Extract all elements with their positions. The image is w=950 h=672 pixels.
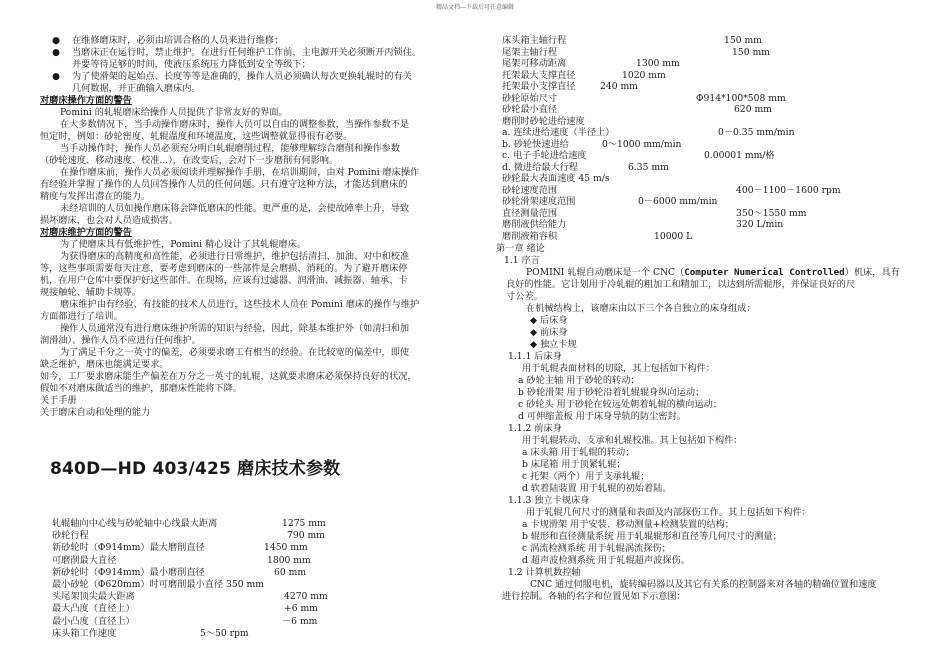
page-header: 精品文档---下载后可任意编辑 (435, 4, 515, 11)
list-item: d 超声波检测系统 用于轧辊超声波探伤。 (522, 555, 690, 566)
paragraph-line: 损坏磨床，也会对人员造成损害。 (40, 215, 178, 226)
bullet-icon: ◆ (530, 339, 540, 350)
paragraph-line: 进行控制。各轴的名字和位置见如下示意图： (502, 591, 686, 602)
paragraph-line: 用于轧辊表面材料的切除，其上包括如下构件： (522, 363, 715, 374)
bullet-icon: ◆ (530, 327, 540, 338)
list-item: 几何数据，并正确输入磨床内。 (72, 83, 201, 94)
spec-row: 尾架主轴行程 150 mm (502, 46, 770, 58)
list-item: c 涡流检测系统 用于轧辊涡流探伤； (522, 543, 671, 554)
list-item: 并要等待足够的时间，使液压系统压力降低到安全等级下； (72, 59, 311, 70)
paragraph-line: 如今，工厂要求磨床能生产偏差在万分之一英寸的轧辊，这就要求磨床必须保持良好的状况， (40, 371, 417, 382)
spec-row: 最小凸度（直径上） －6 mm (52, 615, 318, 627)
spec-row: 砂轮最小直径 620 mm (502, 104, 772, 115)
section-heading: 1.1 序言 (504, 255, 540, 266)
spec-row: 砂轮速度范围 400－1100－1600 rpm (502, 184, 841, 196)
section-heading: 1.1.1 后床身 (508, 351, 562, 362)
list-item: d 软着陆装置 用于轧辊的初始着陆。 (522, 483, 672, 494)
list-item: a 床头箱 用于轧辊的转动； (522, 447, 635, 458)
paragraph-line: 关于手册 (40, 395, 77, 406)
spec-list-right (496, 35, 920, 242)
spec-row: 磨削时砂轮进给速度 (502, 115, 585, 127)
list-item: ● 为了使滑架的起始点、长度等等是准确的，操作人员必须确认每次更换轧辊时的有关 (52, 71, 412, 82)
spec-row: 最大凸度（直径上） +6 mm (52, 603, 318, 615)
list-item: b 床尾箱 用于顶紧轧辊； (522, 459, 626, 470)
paragraph-line: （砂轮速度、移动速度、校准...），在改变后，会对下一步磨削有何影响。 (40, 155, 339, 166)
paragraph-line: 精度与发挥出潜在的能力。 (40, 191, 151, 202)
list-item: c 砂轮头 用于砂轮在较远处朝着轧辊的横向运动； (518, 399, 722, 410)
paragraph-line: 恒定时，例如：砂轮密度、轧辊温度和环境温度，这些调整就显得很有必要。 (40, 131, 353, 142)
spec-row: 头尾架顶尖最大距离 4270 mm (52, 591, 328, 603)
spec-row: 轧辊轴向中心线与砂轮轴中心线最大距离 1275 mm (52, 518, 326, 529)
spec-row: c. 电子手轮进给速度 0.00001 mm/格 (502, 150, 775, 161)
paragraph-line: POMINI 轧辊自动磨床是一个 CNC（Computer Numerical Controlled）机床，具有 (526, 267, 900, 278)
paragraph-line: 良好的性能。它计划用于冷轧辊的粗加工和精加工，以达到所需辊形，并保证良好的尺 (506, 279, 856, 290)
spec-row: 磨削液供给能力 320 L/min (502, 219, 784, 230)
paragraph-line: 为获得磨床的高精度和高性能，必须进行日常维护，维护包括清扫、加油、对中和校准 (60, 251, 410, 262)
chapter-one (496, 243, 920, 603)
spec-row: 床头箱工作速度 5～50 rpm (52, 627, 249, 639)
spec-row: 砂轮最大表面速度 45 m/s (502, 173, 610, 184)
spec-row: d. 微进给最大行程 6.35 mm (502, 161, 669, 173)
list-item: d 可伸缩盖板 用于床身导轨的防尘密封。 (518, 411, 686, 422)
paragraph-line: Pomini 的轧辊磨床给操作人员提供了非常友好的界面。 (60, 107, 288, 118)
paragraph-line: 有经验并掌握了操作的人员回答操作人员的任何问题。只有遵守这种方法，才能达到磨床的 (40, 179, 408, 190)
spec-row: 砂轮原始尺寸 Φ914*100*508 mm (502, 92, 786, 104)
list-item: ◆ 独立卡规 (530, 339, 577, 350)
list-item: b 辊形和直径测量系统 用于轧辊辊形和直径等几何尺寸的测量； (522, 531, 782, 542)
paragraph-line: 用于轧辊几何尺寸的测量和表面及内部探伤工作。其上包括如下构件： (526, 507, 811, 518)
spec-row: a. 连续进给速度（半径上） 0－0.35 mm/min (502, 127, 795, 138)
list-item: ● 当磨床正在运行时，禁止维护。在进行任何维护工作前，主电源开关必须断开丙锁住。 (52, 47, 422, 58)
paragraph-line: CNC 通过伺服电机，旋转编码器以及其它有关系的控制器来对各轴的精确位置和速度 (530, 579, 877, 590)
section-heading: 1.1.3 独立卡规床身 (508, 495, 590, 506)
paragraph-line: 操作人员通常没有进行磨床维护所需的知识与经验，因此，除基本维护外（如清扫和加 (60, 323, 410, 334)
list-item: ● 在维修磨床时，必须由培训合格的人员来进行维修； (52, 35, 284, 46)
spec-row: 磨削液箱容积 10000 L (502, 230, 693, 242)
list-item: a 卡规滑架 用于安装、移动测量+检测装置的结构； (522, 519, 734, 530)
spec-list-left (52, 518, 472, 640)
paragraph-line: 润滑油）、操作人员不应进行任何维护。 (40, 335, 201, 346)
paragraph-line: 关于磨床自动和处理的能力 (40, 407, 151, 418)
list-item: ◆ 前床身 (530, 327, 568, 338)
list-item: ◆ 后床身 (530, 315, 568, 326)
spec-row: 直径测量范围 350～1550 mm (502, 207, 807, 219)
paragraph-line: 在操作磨床前，操作人员必须阅读并理解操作手册，在培训期间，由对 Pomini 磨床操作 (60, 167, 420, 178)
section-heading-operation: 对磨床操作方面的警告 (40, 95, 132, 106)
paragraph-line: 当手动操作时，操作人员必须充分明白轧辊磨削过程，能够理解综合磨削和操作参数 (60, 143, 400, 154)
paragraph-line: 磨床维护由有经验、有技能的技术人员进行，这些技术人员在 Pomini 磨床的操作与维护 (60, 299, 420, 310)
spec-row: 托架最小支撑直径 240 mm (502, 81, 638, 92)
spec-row: 尾架可移动距离 1300 mm (502, 58, 680, 69)
section-heading-maintenance: 对磨床维护方面的警告 (40, 227, 132, 238)
spec-row: 砂轮滑架速度范围 0－6000 mm/min (502, 196, 718, 207)
spec-title: 840D—HD 403/425 磨床技术参数 (50, 459, 341, 479)
paragraph-line: 规接触轮、辅助卡规等。 (40, 287, 142, 298)
list-item: c 托架（两个）用于支承轧辊； (522, 471, 650, 482)
section-heading: 1.1.2 前床身 (508, 423, 562, 434)
paragraph-line: 等，这些事项需要每天注意，要考虑到磨床的一些部件是会磨损、消耗的。为了避开磨床停 (40, 263, 408, 274)
paragraph-line: 在大多数情况下，当手动操作磨床时，操作人员可以自由的调整参数，当操作参数不是 (60, 119, 410, 130)
spec-row: 托架最大支撑直径 1020 mm (502, 69, 666, 81)
paragraph-line: 在机械结构上，该磨床由以下三个各自独立的床身组成： (526, 303, 756, 314)
list-item: b 砂轮滑架 用于砂轮沿着轧辊辊身纵向运动； (518, 387, 705, 398)
paragraph-line: 用于轧辊转动、支承和轧辊校准。其上包括如下构件： (522, 435, 743, 446)
paragraph-line: 假如不对磨床做适当的维护，那磨床性能将下降。 (40, 383, 243, 394)
paragraph-line: 未经培训的人员如操作磨床将会降低磨床的性能。更严重的是，会使故障率上升，导致 (60, 203, 410, 214)
list-item: a 砂轮主轴 用于砂轮的转动； (518, 375, 640, 386)
paragraph-line: 方面都进行了培训。 (40, 311, 123, 322)
paragraph-line: 为了满足千分之一英寸的偏差，必须要求磨工有相当的经验。在比较宽的偏差中，即使 (60, 347, 410, 358)
spec-row: b. 砂轮快速进给 0～1000 mm/min (502, 138, 682, 150)
paragraph-line: 寸公差。 (506, 291, 543, 302)
section-heading: 1.2 计算机数控轴 (508, 567, 581, 578)
spec-row: 床头箱主轴行程 150 mm (502, 35, 762, 46)
bullet-icon: ◆ (530, 315, 540, 326)
bullet-icon: ● (52, 35, 61, 46)
spec-row: 可磨削最大直径 1800 mm (52, 554, 311, 566)
paragraph-line: 为了使磨床具有低维护性，Pomini 精心设计了其轧辊磨床。 (60, 239, 307, 250)
spec-row: 最小砂轮（Φ620mm）时可磨削最小直径 350 mm (52, 578, 264, 590)
left-column (40, 35, 472, 419)
paragraph-line: 机，在用户仓库中要保护好这些部件。在现场，应该有过滤器、润滑油、减振器、轴承、卡 (40, 275, 408, 286)
bullet-icon: ● (52, 71, 61, 82)
spec-row: 砂轮行程 790 mm (52, 530, 325, 542)
spec-row: 新砂轮时（Φ914mm）最小磨削直径 60 mm (52, 566, 307, 578)
paragraph-line: 缺乏维护，磨床也能满足要求。 (40, 359, 169, 370)
spec-row: 新砂轮时（Φ914mm）最大磨削直径 1450 mm (52, 542, 308, 554)
bullet-icon: ● (52, 47, 61, 58)
chapter-heading: 第一章 绪论 (496, 243, 545, 254)
